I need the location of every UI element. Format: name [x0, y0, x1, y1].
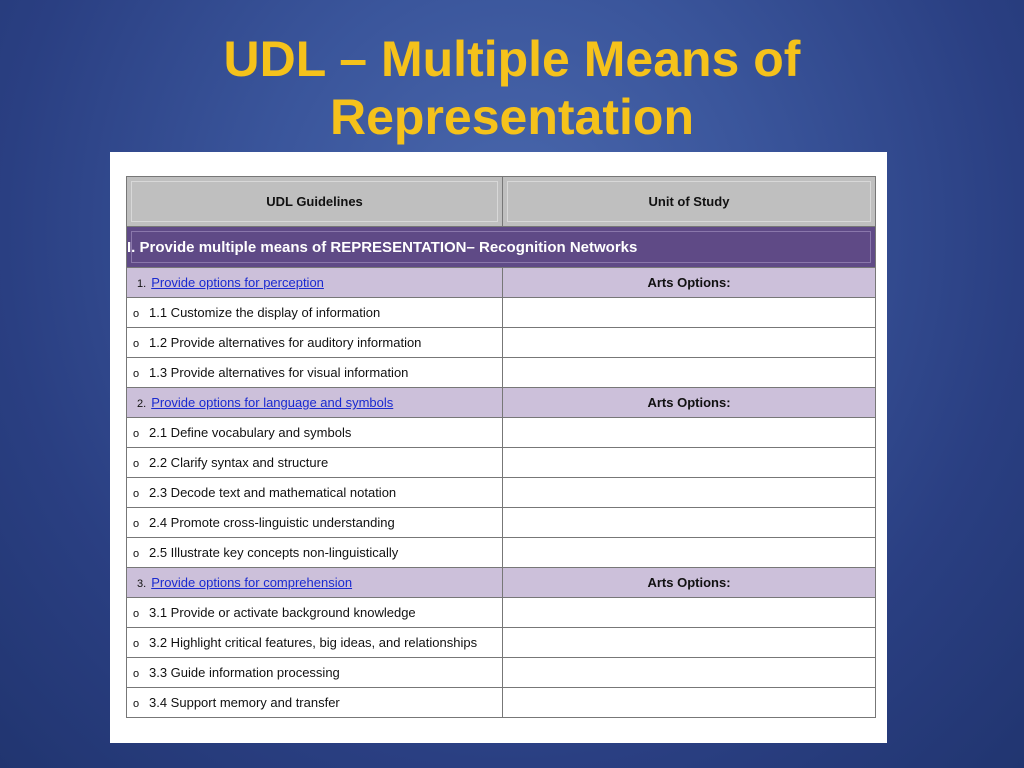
bullet-icon: o [133, 608, 140, 620]
section-title: I. Provide multiple means of REPRESENTATION– Recognition Networks [127, 227, 876, 268]
checkpoint-text: 3.4 Support memory and transfer [149, 695, 340, 710]
checkpoint-cell [127, 358, 503, 388]
unit-of-study-cell[interactable] [503, 658, 876, 688]
arts-options-label: Arts Options: [503, 268, 876, 298]
unit-of-study-cell[interactable] [503, 628, 876, 658]
checkpoint-cell [127, 418, 503, 448]
unit-of-study-cell[interactable] [503, 598, 876, 628]
guideline-number: 3. [137, 578, 147, 590]
bullet-icon: o [133, 698, 140, 710]
checkpoint-row [127, 538, 876, 568]
guideline-number: 2. [137, 398, 147, 410]
bullet-icon: o [133, 458, 140, 470]
checkpoint-cell [127, 478, 503, 508]
header-udl-guidelines: UDL Guidelines [127, 177, 503, 227]
checkpoint-text: 2.4 Promote cross-linguistic understanding [149, 515, 395, 530]
checkpoint-cell [127, 508, 503, 538]
udl-table-body [127, 177, 876, 718]
checkpoint-row [127, 628, 876, 658]
unit-of-study-cell[interactable] [503, 298, 876, 328]
slide-title-line-2: Representation [330, 89, 694, 145]
table-header-row [127, 177, 876, 227]
table-panel [110, 152, 887, 743]
checkpoint-text: 1.1 Customize the display of information [149, 305, 381, 320]
slide-title [0, 30, 1024, 146]
checkpoint-text: 3.1 Provide or activate background knowledge [149, 605, 416, 620]
unit-of-study-cell[interactable] [503, 328, 876, 358]
checkpoint-cell [127, 448, 503, 478]
checkpoint-row [127, 478, 876, 508]
checkpoint-row [127, 298, 876, 328]
guideline-cell [127, 268, 503, 298]
checkpoint-cell [127, 538, 503, 568]
checkpoint-cell [127, 658, 503, 688]
checkpoint-row [127, 658, 876, 688]
checkpoint-row [127, 358, 876, 388]
unit-of-study-cell[interactable] [503, 538, 876, 568]
checkpoint-cell [127, 628, 503, 658]
unit-of-study-cell[interactable] [503, 358, 876, 388]
checkpoint-text: 2.3 Decode text and mathematical notation [149, 485, 397, 500]
checkpoint-text: 1.2 Provide alternatives for auditory information [149, 335, 422, 350]
header-unit-of-study: Unit of Study [503, 177, 876, 227]
checkpoint-text: 2.5 Illustrate key concepts non-linguistically [149, 545, 399, 560]
arts-options-label: Arts Options: [503, 568, 876, 598]
slide-title-line-1: UDL – Multiple Means of [223, 31, 801, 87]
checkpoint-cell [127, 688, 503, 718]
checkpoint-row [127, 598, 876, 628]
checkpoint-text: 2.1 Define vocabulary and symbols [149, 425, 352, 440]
section-row [127, 227, 876, 268]
checkpoint-row [127, 418, 876, 448]
udl-table [126, 176, 876, 718]
bullet-icon: o [133, 488, 140, 500]
guideline-number: 1. [137, 278, 147, 290]
guideline-link[interactable]: Provide options for language and symbols [151, 395, 394, 410]
checkpoint-cell [127, 328, 503, 358]
arts-options-label: Arts Options: [503, 388, 876, 418]
checkpoint-text: 1.3 Provide alternatives for visual information [149, 365, 409, 380]
checkpoint-cell [127, 298, 503, 328]
guideline-row [127, 568, 876, 598]
guideline-row [127, 388, 876, 418]
checkpoint-row [127, 328, 876, 358]
unit-of-study-cell[interactable] [503, 478, 876, 508]
checkpoint-text: 3.3 Guide information processing [149, 665, 340, 680]
checkpoint-row [127, 508, 876, 538]
checkpoint-cell [127, 598, 503, 628]
bullet-icon: o [133, 548, 140, 560]
bullet-icon: o [133, 368, 140, 380]
guideline-cell [127, 568, 503, 598]
bullet-icon: o [133, 638, 140, 650]
checkpoint-text: 3.2 Highlight critical features, big ideas, and relationships [149, 635, 478, 650]
guideline-link[interactable]: Provide options for comprehension [151, 575, 353, 590]
checkpoint-row [127, 688, 876, 718]
unit-of-study-cell[interactable] [503, 418, 876, 448]
bullet-icon: o [133, 518, 140, 530]
bullet-icon: o [133, 338, 140, 350]
guideline-row [127, 268, 876, 298]
unit-of-study-cell[interactable] [503, 508, 876, 538]
checkpoint-text: 2.2 Clarify syntax and structure [149, 455, 329, 470]
checkpoint-row [127, 448, 876, 478]
guideline-cell [127, 388, 503, 418]
bullet-icon: o [133, 668, 140, 680]
bullet-icon: o [133, 308, 140, 320]
guideline-link[interactable]: Provide options for perception [151, 275, 324, 290]
unit-of-study-cell[interactable] [503, 448, 876, 478]
bullet-icon: o [133, 428, 140, 440]
unit-of-study-cell[interactable] [503, 688, 876, 718]
